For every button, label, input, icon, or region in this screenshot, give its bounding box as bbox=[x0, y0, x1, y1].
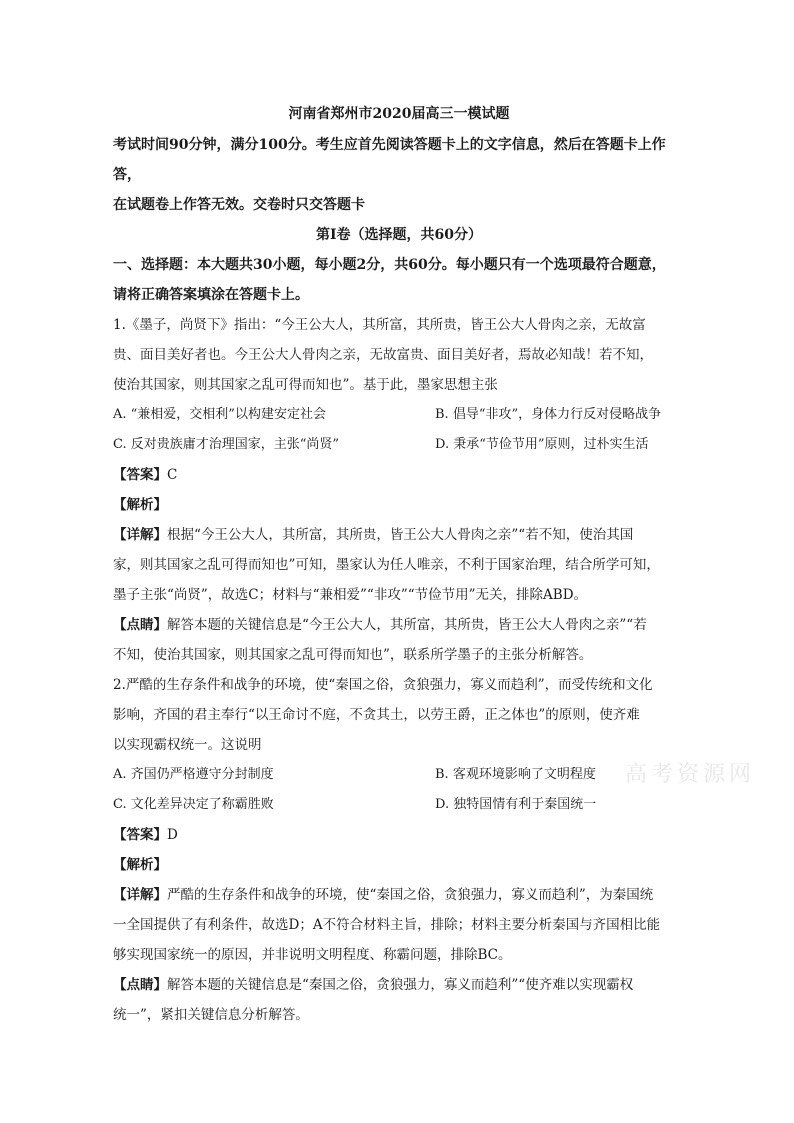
q1-option-c: C. 反对贵族庸才治理国家，主张“尚贤” bbox=[113, 437, 340, 452]
q1-answer-value: C bbox=[167, 467, 178, 483]
q1-answer bbox=[113, 460, 685, 490]
q1-detail-text-1: 根据“今王公大人，其所富，其所贵，皆王公大人骨肉之亲”“若不知，使治其国 bbox=[167, 527, 634, 543]
q1-detail-line-3: 墨子主张“尚贤”，故选C；材料与“兼相爱”“非攻”“节俭节用”无关，排除ABD。 bbox=[113, 587, 588, 603]
q2-key-tag: 【点睛】 bbox=[113, 977, 167, 993]
q2-key-text-1: 解答本题的关键信息是“秦国之俗，贪狼强力，寡义而趋利”“使齐难以实现霸权 bbox=[167, 977, 634, 993]
document-content bbox=[113, 100, 685, 1030]
instructions-line-1: 考试时间90分钟，满分100分。考生应首先阅读答题卡上的文字信息，然后在答题卡上作答， bbox=[113, 137, 666, 183]
q1-key-line-2: 不知，使治其国家，则其国家之乱可得而知也”，联系所学墨子的主张分析解答。 bbox=[113, 647, 593, 663]
q1-options bbox=[113, 400, 685, 460]
q1-option-b: B. 倡导“非攻”，身体力行反对侵略战争 bbox=[435, 407, 662, 422]
q2-option-b: B. 客观环境影响了文明程度 bbox=[435, 767, 596, 782]
q1-detail-line-1 bbox=[113, 520, 685, 550]
q2-option-d: D. 独特国情有利于秦国统一 bbox=[435, 797, 597, 812]
q1-answer-tag: 【答案】 bbox=[113, 467, 167, 483]
q2-key-line-1 bbox=[113, 970, 685, 1000]
q2-options bbox=[113, 760, 685, 820]
question-2 bbox=[113, 670, 685, 1030]
q2-option-a: A. 齐国仍严格遵守分封制度 bbox=[113, 767, 274, 782]
q2-option-c: C. 文化差异决定了称霸胜败 bbox=[113, 797, 274, 812]
page-title: 河南省郑州市2020届高三一模试题 bbox=[288, 106, 510, 122]
q1-key-line-1 bbox=[113, 610, 685, 640]
q1-analysis-tag: 【解析】 bbox=[113, 497, 167, 513]
q2-detail-tag: 【详解】 bbox=[113, 887, 167, 903]
q1-key-text-1: 解答本题的关键信息是“今王公大人，其所富，其所贵，皆王公大人骨肉之亲”“若 bbox=[167, 617, 647, 633]
q2-detail-line-3: 够实现国家统一的原因，并非说明文明程度、称霸问题，排除BC。 bbox=[113, 947, 512, 963]
q2-key-line-2: 统一”，紧扣关键信息分析解答。 bbox=[113, 1007, 309, 1023]
q1-key-tag: 【点睛】 bbox=[113, 617, 167, 633]
q1-stem-line-3: 使治其国家，则其国家之乱可得而知也”。基于此，墨家思想主张 bbox=[113, 377, 498, 393]
q2-answer bbox=[113, 820, 685, 850]
q1-detail-tag: 【详解】 bbox=[113, 527, 167, 543]
q2-stem-line-3: 以实现霸权统一。这说明 bbox=[113, 737, 262, 753]
section-title: 第Ⅰ卷（选择题，共60分） bbox=[315, 227, 483, 243]
q2-stem-line-1: 2.严酷的生存条件和战争的环境，使“秦国之俗，贪狼强力，寡义而趋利”，而受传统和文化 bbox=[113, 677, 653, 693]
q2-answer-tag: 【答案】 bbox=[113, 827, 167, 843]
section-desc-line-2: 请将正确答案填涂在答题卡上。 bbox=[113, 287, 309, 303]
q1-stem-line-2: 贵、面目美好者也。今王公大人骨肉之亲，无故富贵、面目美好者，焉故必知哉！若不知， bbox=[113, 347, 653, 363]
q1-option-a: A. “兼相爱，交相利”以构建安定社会 bbox=[113, 407, 326, 422]
question-1 bbox=[113, 310, 685, 670]
q1-stem-line-1: 1.《墨子，尚贤下》指出：“今王公大人，其所富，其所贵，皆王公大人骨肉之亲，无故富 bbox=[113, 317, 646, 333]
q2-detail-line-1 bbox=[113, 880, 685, 910]
q1-option-d: D. 秉承“节俭节用”原则，过朴实生活 bbox=[435, 437, 649, 452]
q2-answer-value: D bbox=[167, 827, 178, 843]
instructions-line-2: 在试题卷上作答无效。交卷时只交答题卡 bbox=[113, 197, 365, 213]
q2-stem-line-2: 影响，齐国的君主奉行“以王命讨不庭，不贪其土，以劳王爵，正之体也”的原则，使齐难 bbox=[113, 707, 640, 723]
q1-detail-line-2: 家，则其国家之乱可得而知也”可知，墨家认为任人唯亲，不利于国家治理，结合所学可知， bbox=[113, 557, 660, 573]
q2-analysis-tag: 【解析】 bbox=[113, 857, 167, 873]
q2-detail-text-1: 严酷的生存条件和战争的环境，使“秦国之俗，贪狼强力，寡义而趋利”，为秦国统 bbox=[167, 887, 654, 903]
section-desc-line-1: 一、选择题：本大题共30小题，每小题2分，共60分。每小题只有一个选项最符合题意， bbox=[113, 257, 666, 273]
q2-detail-line-2: 一全国提供了有利条件，故选D；A不符合材料主旨，排除；材料主要分析秦国与齐国相比能 bbox=[113, 917, 661, 933]
watermark: 高考资源网 bbox=[625, 762, 756, 787]
